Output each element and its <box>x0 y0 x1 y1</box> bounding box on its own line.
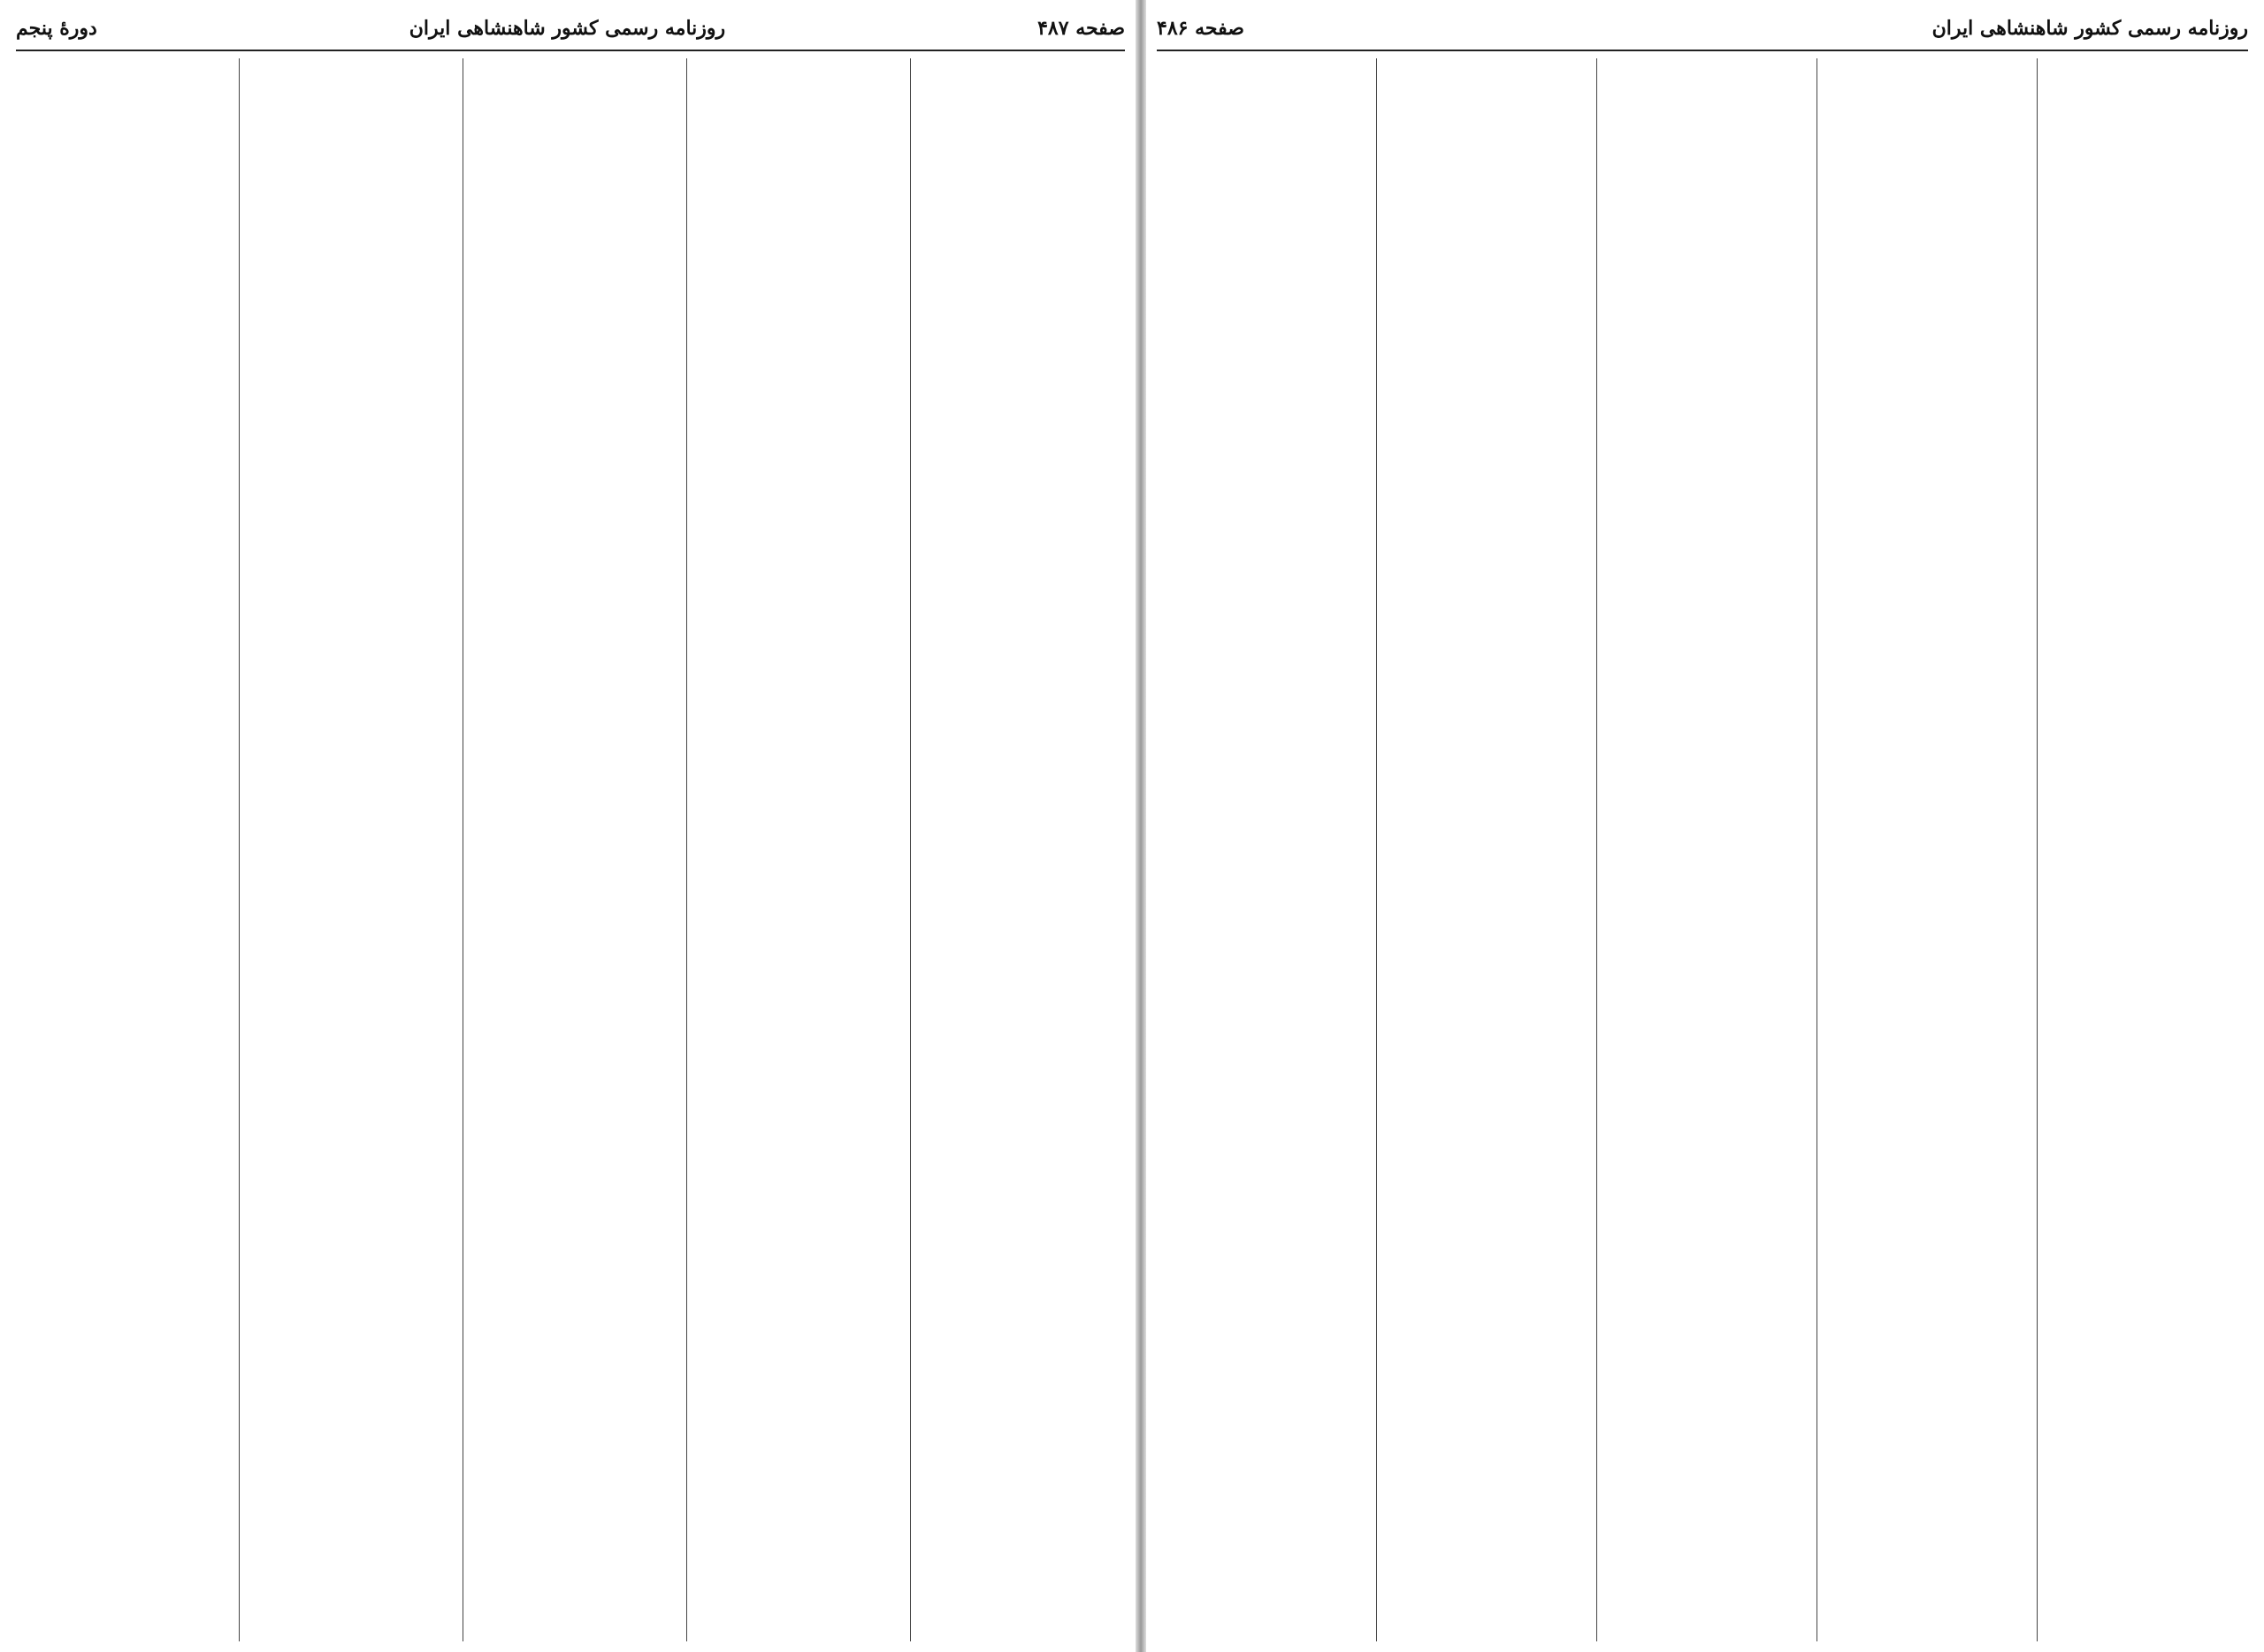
right-page <box>1141 0 2264 1652</box>
left-page-number: صفحه ۴۸۷ <box>1037 17 1125 40</box>
left-column-5 <box>16 58 230 1641</box>
right-column-5 <box>1157 58 1367 1641</box>
right-column-4 <box>1376 58 1587 1641</box>
left-column-3 <box>463 58 677 1641</box>
right-gazette-title: روزنامه رسمی کشور شاهنشاهی ایران <box>1931 17 2248 40</box>
left-masthead <box>16 12 1125 51</box>
right-column-2 <box>1817 58 2028 1641</box>
right-column-1 <box>2037 58 2248 1641</box>
right-columns <box>1157 58 2248 1641</box>
left-series-label: دورهٔ پنجم <box>16 17 97 40</box>
right-column-3 <box>1596 58 1808 1641</box>
left-gazette-title: روزنامه رسمی کشور شاهنشاهی ایران <box>409 17 726 40</box>
right-page-number: صفحه ۴۸۶ <box>1157 17 1244 40</box>
left-column-2 <box>686 58 901 1641</box>
left-column-1 <box>910 58 1125 1641</box>
left-column-4 <box>239 58 454 1641</box>
right-masthead <box>1157 12 2248 51</box>
left-columns <box>16 58 1125 1641</box>
